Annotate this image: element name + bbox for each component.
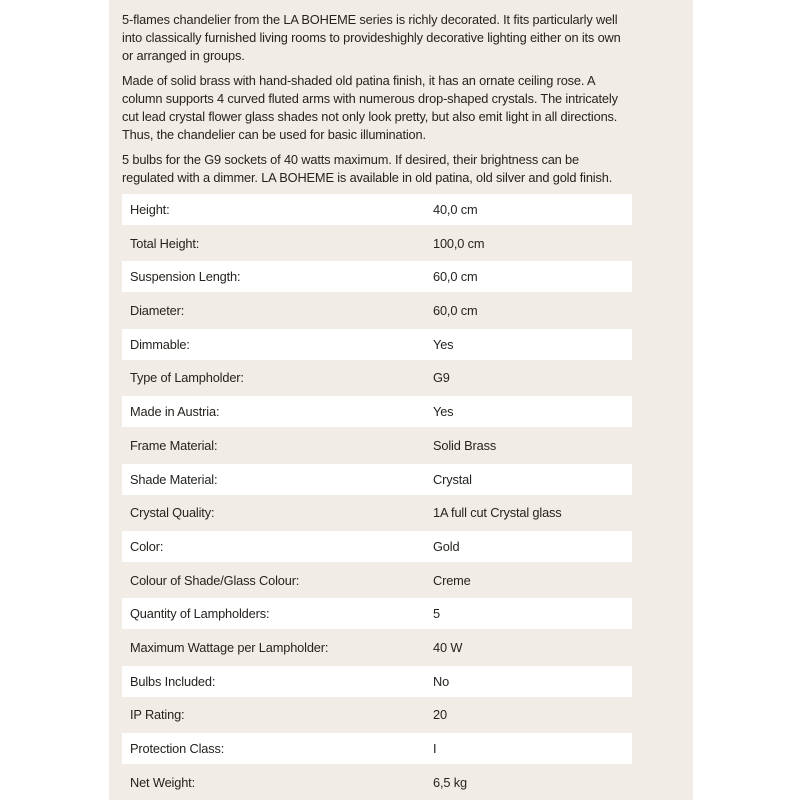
spec-value: 6,5 kg xyxy=(433,774,467,790)
spec-value: 1A full cut Crystal glass xyxy=(433,505,562,521)
spec-label: Quantity of Lampholders: xyxy=(130,606,270,622)
spec-value: Creme xyxy=(433,572,471,588)
spec-label: Suspension Length: xyxy=(130,269,241,285)
spec-label: IP Rating: xyxy=(130,707,185,723)
table-row xyxy=(122,396,632,427)
table-row xyxy=(122,430,632,461)
spec-label: Protection Class: xyxy=(130,741,225,756)
spec-value: 40 W xyxy=(433,639,463,655)
spec-label: Type of Lampholder: xyxy=(130,370,244,386)
table-row xyxy=(122,531,632,562)
spec-value: 60,0 cm xyxy=(433,269,478,285)
spec-value: Yes xyxy=(433,336,454,352)
table-row xyxy=(122,497,632,528)
spec-label: Frame Material: xyxy=(130,437,218,453)
spec-value: 20 xyxy=(433,707,447,723)
spec-value: 100,0 cm xyxy=(433,235,485,251)
spec-value: 60,0 cm xyxy=(433,303,478,319)
spec-label: Dimmable: xyxy=(130,336,190,352)
table-row xyxy=(122,295,632,326)
spec-label: Color: xyxy=(130,538,164,554)
table-row xyxy=(122,329,632,360)
spec-value: G9 xyxy=(433,370,450,386)
spec-value: I xyxy=(433,741,437,756)
description-paragraph-materials: Made of solid brass with hand-shaded old patina finish, it has an ornate ceiling rose. A column supports 4 curved fluted arms with numerous drop-shaped crystals. The intricately cut lead crystal flower glass shades not only look pretty, but also emit light in all directions. Thus, the chandelier can be used for basic illumination. xyxy=(122,73,618,142)
description-paragraph-intro: 5-flames chandelier from the LA BOHEME series is richly decorated. It fits particularly well into classically furnished living rooms to provideshighly decorative lighting either on its own or arranged in groups. xyxy=(122,12,621,63)
table-row xyxy=(122,699,632,730)
table-row xyxy=(122,666,632,697)
table-row xyxy=(122,228,632,259)
spec-label: Maximum Wattage per Lampholder: xyxy=(130,639,329,655)
spec-label: Made in Austria: xyxy=(130,404,220,420)
table-row xyxy=(122,362,632,393)
spec-label: Net Weight: xyxy=(130,774,195,790)
table-row xyxy=(122,733,632,764)
spec-label: Height: xyxy=(130,202,170,217)
spec-value: Gold xyxy=(433,538,460,554)
product-description-panel xyxy=(109,0,693,800)
spec-label: Colour of Shade/Glass Colour: xyxy=(130,572,300,588)
spec-label: Shade Material: xyxy=(130,471,218,487)
table-row xyxy=(122,261,632,292)
table-row xyxy=(122,464,632,495)
table-row xyxy=(122,767,632,798)
spec-label: Bulbs Included: xyxy=(130,673,216,689)
table-row xyxy=(122,565,632,596)
spec-value: 40,0 cm xyxy=(433,202,478,217)
spec-label: Diameter: xyxy=(130,303,185,319)
spec-label: Crystal Quality: xyxy=(130,505,215,521)
spec-value: Yes xyxy=(433,404,454,420)
spec-value: No xyxy=(433,673,450,689)
table-row xyxy=(122,598,632,629)
spec-label: Total Height: xyxy=(130,235,200,251)
description-paragraph-bulbs: 5 bulbs for the G9 sockets of 40 watts maximum. If desired, their brightness can be regulated with a dimmer. LA BOHEME is available in old patina, old silver and gold finish. xyxy=(122,152,613,185)
table-row xyxy=(122,632,632,663)
specs-table xyxy=(122,194,632,798)
table-row xyxy=(122,194,632,225)
spec-value: 5 xyxy=(433,606,440,622)
spec-value: Solid Brass xyxy=(433,437,497,453)
spec-value: Crystal xyxy=(433,471,472,487)
